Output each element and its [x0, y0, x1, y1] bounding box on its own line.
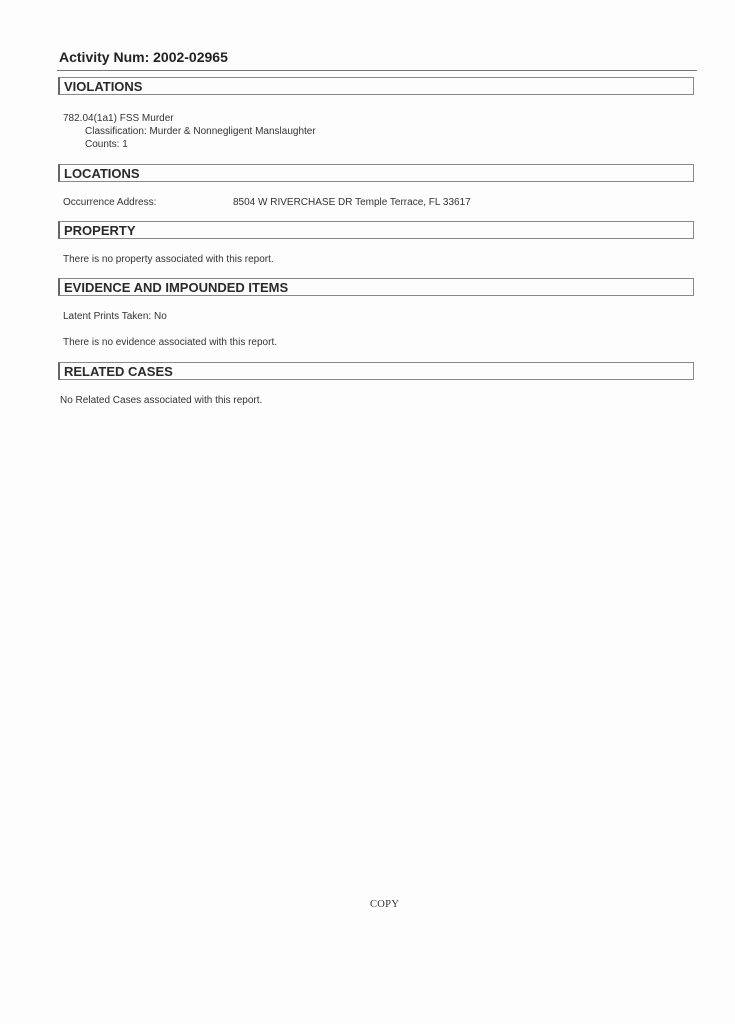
section-title-locations: LOCATIONS	[64, 166, 140, 181]
section-title-related-cases: RELATED CASES	[64, 364, 173, 379]
section-title-property: PROPERTY	[64, 223, 136, 238]
section-header-violations	[58, 77, 694, 95]
copy-stamp: COPY	[370, 899, 400, 910]
violation-statute: 782.04(1a1) FSS Murder	[63, 113, 174, 124]
title-divider	[57, 70, 697, 71]
section-header-property	[58, 221, 694, 239]
section-header-related-cases	[58, 362, 694, 380]
violation-classification: Classification: Murder & Nonnegligent Manslaughter	[85, 126, 316, 137]
latent-prints-text: Latent Prints Taken: No	[63, 311, 167, 322]
property-text: There is no property associated with this report.	[63, 254, 274, 265]
section-header-evidence	[58, 278, 694, 296]
section-header-locations	[58, 164, 694, 182]
evidence-text: There is no evidence associated with this report.	[63, 337, 277, 348]
section-title-evidence: EVIDENCE AND IMPOUNDED ITEMS	[64, 280, 289, 295]
violation-counts: Counts: 1	[85, 139, 128, 150]
section-title-violations: VIOLATIONS	[64, 79, 143, 94]
occurrence-address-value: 8504 W RIVERCHASE DR Temple Terrace, FL 33617	[233, 197, 471, 208]
activity-number-title: Activity Num: 2002-02965	[59, 49, 228, 65]
related-cases-text: No Related Cases associated with this report.	[60, 395, 263, 406]
occurrence-address-label: Occurrence Address:	[63, 197, 157, 208]
